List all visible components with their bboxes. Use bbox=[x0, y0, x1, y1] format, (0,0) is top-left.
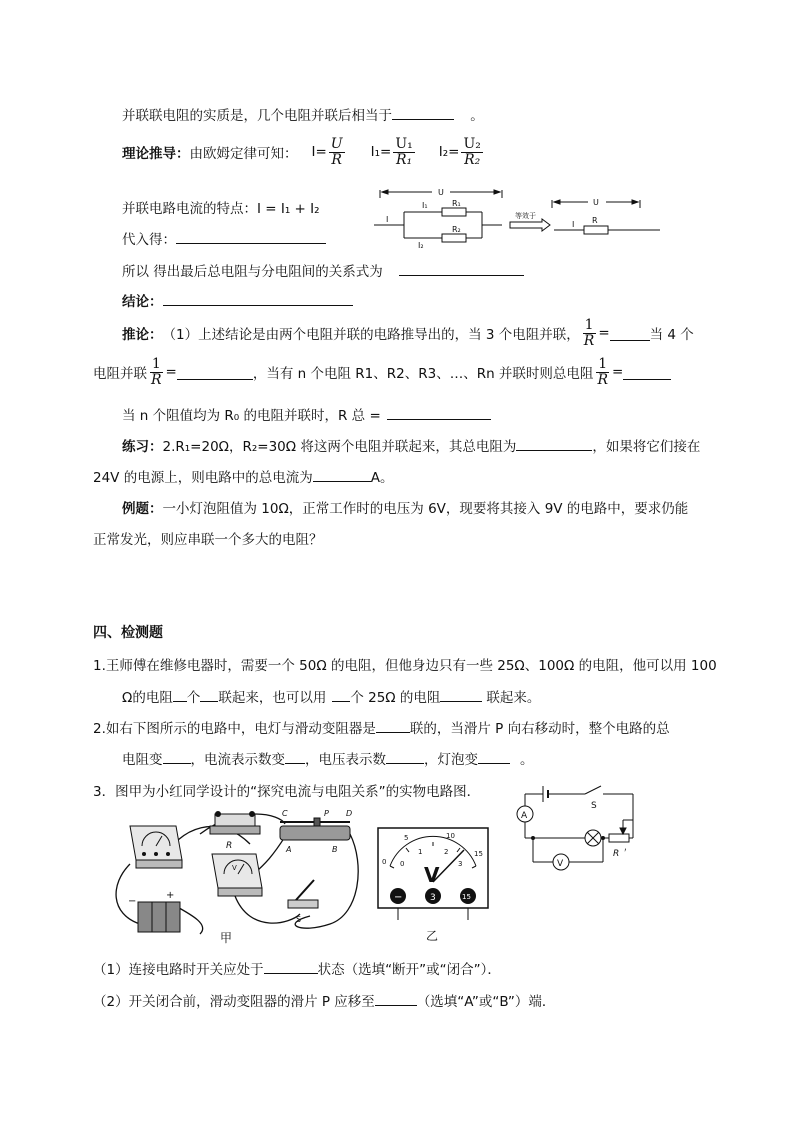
q1-text: Ω的电阻 bbox=[122, 690, 173, 706]
sch-label-S: S bbox=[591, 801, 597, 811]
terminal-15: 15 bbox=[462, 893, 471, 901]
tick-label: 10 bbox=[446, 832, 455, 840]
formula-i-eq: I= bbox=[311, 144, 327, 161]
q3-sub2 bbox=[93, 990, 555, 1010]
inference-line3 bbox=[122, 404, 491, 424]
frac-num: 1 bbox=[584, 317, 594, 333]
practice-line1 bbox=[122, 435, 700, 455]
svg-text:+: + bbox=[166, 890, 175, 901]
label-i2: I₂ bbox=[418, 241, 424, 250]
rheostat-icon bbox=[280, 809, 352, 854]
current-feature: 并联电路电流的特点：I = I₁ + I₂ bbox=[122, 201, 320, 217]
label-i1: I₁ bbox=[422, 201, 428, 210]
example-line1 bbox=[122, 497, 688, 517]
q2-text: 2.如右下图所示的电路中，电灯与滑动变阻器是 bbox=[93, 721, 376, 737]
fraction-1-over-r bbox=[149, 357, 164, 387]
label-i-right: I bbox=[572, 220, 575, 229]
example-line2: 正常发光，则应串联一个多大的电阻？ bbox=[93, 532, 323, 548]
inference-text: ，当有 n 个电阻 R1、R2、R3、…、Rn 并联时则总电阻 bbox=[252, 366, 594, 383]
answer-blank[interactable] bbox=[440, 687, 482, 702]
practice-text: ，如果将它们接在 bbox=[592, 439, 701, 455]
answer-blank[interactable] bbox=[177, 365, 253, 380]
inference-line2 bbox=[93, 357, 671, 387]
dial-unit-V: V bbox=[424, 863, 440, 887]
sch-label-V: V bbox=[557, 859, 564, 869]
terminal-minus: − bbox=[394, 892, 403, 903]
inference-text: 当 n 个阻值均为 R₀ 的电阻并联时，R 总 = bbox=[122, 408, 381, 424]
practice-text: A。 bbox=[370, 470, 394, 486]
tick-label: 1 bbox=[418, 848, 423, 856]
q1-text: 联起来，也可以用 bbox=[218, 690, 327, 706]
frac-num: 1 bbox=[598, 356, 608, 372]
formula-num: U₁ bbox=[395, 136, 413, 152]
equals: = bbox=[598, 325, 610, 342]
formula-i2-eq: I₂= bbox=[438, 144, 460, 161]
answer-blank[interactable] bbox=[386, 749, 424, 764]
formula-i bbox=[329, 137, 345, 167]
relation-line bbox=[122, 260, 524, 280]
inference-text: （1）上述结论是由两个电阻并联的电路推导出的，当 3 个电阻并联， bbox=[162, 327, 580, 344]
answer-blank[interactable] bbox=[376, 718, 410, 733]
label-D: D bbox=[346, 809, 353, 818]
formula-den: R₂ bbox=[464, 151, 481, 168]
label-r: R bbox=[592, 216, 598, 225]
answer-blank[interactable] bbox=[285, 749, 305, 764]
q1-text: 个 25Ω 的电阻 bbox=[350, 690, 441, 706]
practice-label: 练习： bbox=[122, 439, 163, 455]
answer-blank[interactable] bbox=[200, 687, 218, 702]
parallel-circuit-diagram bbox=[372, 180, 662, 258]
frac-den: R bbox=[151, 371, 162, 388]
answer-blank[interactable] bbox=[173, 687, 187, 702]
fraction-1-over-r bbox=[582, 318, 597, 348]
formula-i2 bbox=[461, 137, 482, 167]
substitute-label: 代入得： bbox=[122, 232, 176, 248]
label-V: V bbox=[232, 864, 237, 872]
ammeter-icon bbox=[130, 826, 182, 868]
frac-num: 1 bbox=[151, 356, 161, 372]
sch-label-A: A bbox=[521, 811, 528, 821]
answer-blank[interactable] bbox=[387, 405, 491, 420]
label-A: A bbox=[286, 845, 292, 854]
formula-i1-eq: I₁= bbox=[370, 144, 392, 161]
tick-label: 2 bbox=[444, 848, 449, 856]
sch-label-R: R＇ bbox=[613, 849, 629, 859]
inference-label: 推论： bbox=[122, 327, 163, 344]
figure-label-yi: 乙 bbox=[426, 929, 439, 943]
para-text: 并联联电阻的实质是，几个电阻并联后相当于 bbox=[122, 108, 392, 124]
label-r2: R₂ bbox=[452, 225, 461, 234]
q2-text: 联的，当滑片 P 向右移动时，整个电路的总 bbox=[409, 721, 670, 737]
answer-blank[interactable] bbox=[399, 261, 524, 276]
answer-blank[interactable] bbox=[610, 326, 650, 341]
label-C: C bbox=[282, 809, 288, 818]
theory-derivation bbox=[122, 137, 485, 167]
label-R: R bbox=[226, 841, 233, 851]
q3-text: （选填“A”或“B”）端． bbox=[416, 994, 556, 1010]
schematic-circuit-diagram bbox=[505, 782, 641, 876]
formula-den: R₁ bbox=[395, 151, 413, 168]
label-P: P bbox=[324, 809, 329, 818]
figure-jia-physical-circuit bbox=[100, 804, 362, 944]
relation-text: 所以 得出最后总电阻与分电阻间的关系式为 bbox=[122, 264, 383, 280]
frac-den: R bbox=[583, 332, 595, 349]
label-equiv: 等效于 bbox=[515, 212, 536, 220]
substitute-line bbox=[122, 228, 326, 248]
label-i: I bbox=[386, 215, 389, 224]
q3-line1: 3．图甲为小红同学设计的“探究电流与电阻关系”的实物电路图． bbox=[93, 784, 481, 800]
figure-label-jia: 甲 bbox=[220, 931, 233, 944]
q2-text: 电阻变 bbox=[122, 752, 163, 768]
q2-line1 bbox=[93, 717, 670, 737]
practice-text: 24V 的电源上，则电路中的总电流为 bbox=[93, 470, 313, 486]
q3-text: （2）开关闭合前，滑动变阻器的滑片 P 应移至 bbox=[93, 994, 375, 1010]
theory-label: 理论推导： bbox=[122, 146, 190, 163]
example-text: 一小灯泡阻值为 10Ω，正常工作时的电压为 6V，现要将其接入 9V 的电路中，要求仍能 bbox=[162, 501, 689, 517]
answer-blank[interactable] bbox=[176, 229, 326, 244]
answer-blank[interactable] bbox=[163, 749, 191, 764]
q1-line2 bbox=[122, 686, 540, 706]
fraction-1-over-r bbox=[595, 357, 610, 387]
q3-text: 状态（选填“断开”或“闭合”）． bbox=[317, 962, 501, 978]
answer-blank[interactable] bbox=[332, 687, 350, 702]
resistor-icon bbox=[210, 811, 260, 851]
practice-text: 2.R₁=20Ω，R₂=30Ω 将这两个电阻并联起来，其总电阻为 bbox=[162, 439, 517, 455]
battery-icon bbox=[128, 890, 180, 932]
svg-text:−: − bbox=[128, 896, 137, 907]
section-title-check: 四、检测题 bbox=[93, 625, 163, 641]
q2-line2 bbox=[122, 748, 534, 768]
tick-label: 0 bbox=[382, 858, 387, 866]
q2-text: ，灯泡变 bbox=[424, 752, 478, 768]
equals: = bbox=[165, 364, 177, 381]
frac-den: R bbox=[597, 371, 608, 388]
answer-blank[interactable] bbox=[516, 436, 592, 451]
label-u: U bbox=[438, 188, 444, 197]
q2-text: ，电压表示数 bbox=[305, 752, 386, 768]
figure-yi-voltmeter-dial bbox=[376, 826, 492, 944]
equals: = bbox=[611, 364, 624, 381]
formula-den: R bbox=[331, 151, 342, 168]
q1-text: 个 bbox=[186, 690, 201, 706]
answer-blank[interactable] bbox=[264, 959, 318, 974]
inference-text: 当 4 个 bbox=[649, 327, 694, 344]
answer-blank[interactable] bbox=[623, 365, 671, 380]
switch-icon bbox=[288, 880, 318, 924]
tick-label: 5 bbox=[404, 834, 409, 842]
answer-blank[interactable] bbox=[375, 991, 417, 1006]
q2-text: 。 bbox=[520, 752, 534, 768]
formula-i1 bbox=[393, 137, 414, 167]
practice-line2 bbox=[93, 466, 393, 486]
tick-label: 3 bbox=[458, 860, 463, 868]
q3-text: （1）连接电路时开关应处于 bbox=[93, 962, 264, 978]
label-B: B bbox=[332, 845, 338, 854]
q1-text: 联起来。 bbox=[486, 690, 541, 706]
para-parallel-essence bbox=[122, 104, 484, 124]
terminal-3: 3 bbox=[430, 893, 436, 903]
formula-num: U bbox=[330, 136, 343, 152]
answer-blank[interactable] bbox=[478, 749, 510, 764]
answer-blank[interactable] bbox=[163, 291, 353, 306]
theory-text: 由欧姆定律可知： bbox=[189, 146, 298, 163]
conclusion-label: 结论： bbox=[122, 294, 163, 310]
label-S: S bbox=[296, 915, 302, 924]
tick-label: 15 bbox=[474, 850, 483, 858]
label-r1: R₁ bbox=[452, 199, 461, 208]
example-label: 例题： bbox=[122, 501, 163, 517]
q1-line1: 1.王师傅在维修电器时，需要一个 50Ω 的电阻，但他身边只有一些 25Ω、100Ω 的电阻，他可以用 100 bbox=[93, 658, 717, 674]
inference-line1 bbox=[122, 318, 694, 348]
para-end: 。 bbox=[470, 108, 484, 124]
answer-blank[interactable] bbox=[313, 467, 371, 482]
answer-blank[interactable] bbox=[392, 105, 454, 120]
tick-label: 0 bbox=[400, 860, 405, 868]
q2-text: ，电流表示数变 bbox=[190, 752, 285, 768]
inference-text: 电阻并联 bbox=[93, 366, 147, 383]
label-u-right: U bbox=[593, 198, 599, 207]
conclusion-line bbox=[122, 290, 353, 310]
formula-num: U₂ bbox=[463, 136, 481, 152]
q3-sub1 bbox=[93, 958, 501, 978]
voltmeter-icon bbox=[212, 854, 262, 896]
